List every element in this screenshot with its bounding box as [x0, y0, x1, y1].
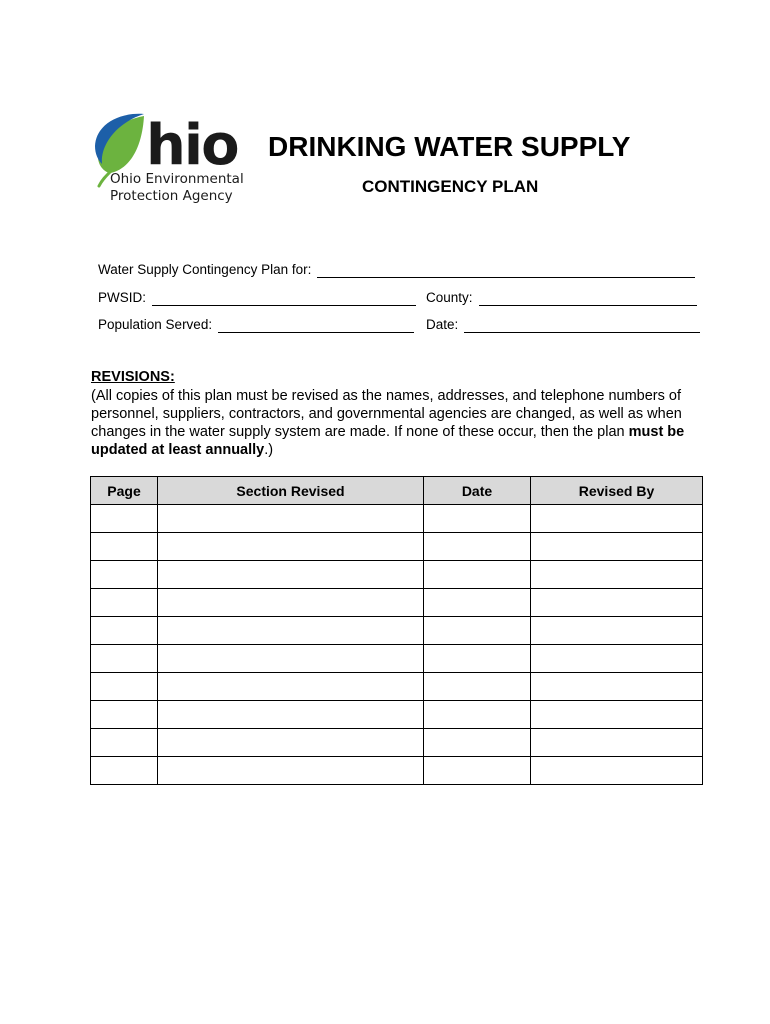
- section-revised-cell[interactable]: [158, 645, 424, 673]
- table-row: [91, 533, 703, 561]
- section-revised-cell[interactable]: [158, 505, 424, 533]
- logo-agency-name: [110, 171, 260, 205]
- revisions-heading-text: REVISIONS: [91, 369, 170, 385]
- date-label: Date:: [426, 317, 459, 332]
- date-cell[interactable]: [424, 617, 531, 645]
- date-cell[interactable]: [424, 729, 531, 757]
- revisions-heading: [91, 369, 175, 386]
- revised-by-cell[interactable]: [531, 729, 703, 757]
- pwsid-field: [98, 290, 416, 306]
- county-blank[interactable]: [479, 291, 697, 306]
- table-row: [91, 701, 703, 729]
- plan-for-label: Water Supply Contingency Plan for:: [98, 262, 312, 277]
- ohio-epa-logo: [92, 110, 252, 210]
- revised-by-cell[interactable]: [531, 533, 703, 561]
- revised-by-cell[interactable]: [531, 701, 703, 729]
- table-row: [91, 757, 703, 785]
- revisions-heading-colon: :: [169, 369, 175, 385]
- page-cell[interactable]: [91, 757, 158, 785]
- pwsid-label: PWSID:: [98, 290, 147, 305]
- revised-by-cell[interactable]: [531, 673, 703, 701]
- date-cell[interactable]: [424, 589, 531, 617]
- page-cell[interactable]: [91, 617, 158, 645]
- population-blank[interactable]: [218, 318, 414, 333]
- page-cell[interactable]: [91, 533, 158, 561]
- revised-by-cell[interactable]: [531, 561, 703, 589]
- document-title: DRINKING WATER SUPPLY: [268, 131, 631, 162]
- revised-by-cell[interactable]: [531, 589, 703, 617]
- table-row: [91, 561, 703, 589]
- section-revised-cell[interactable]: [158, 561, 424, 589]
- section-revised-cell[interactable]: [158, 729, 424, 757]
- population-label: Population Served:: [98, 317, 213, 332]
- logo-agency-line1: Ohio Environmental: [110, 171, 244, 187]
- plan-for-field: [98, 262, 695, 278]
- table-row: [91, 645, 703, 673]
- section-revised-cell[interactable]: [158, 673, 424, 701]
- date-cell[interactable]: [424, 505, 531, 533]
- revisions-table: [90, 476, 703, 785]
- column-header-date: Date: [424, 477, 531, 505]
- date-field: [426, 317, 700, 333]
- pwsid-blank[interactable]: [152, 291, 416, 306]
- table-row: [91, 617, 703, 645]
- page-cell[interactable]: [91, 673, 158, 701]
- column-header-revised-by: Revised By: [531, 477, 703, 505]
- table-row: [91, 673, 703, 701]
- date-cell[interactable]: [424, 757, 531, 785]
- revisions-instructions: [91, 387, 691, 459]
- table-row: [91, 589, 703, 617]
- date-cell[interactable]: [424, 673, 531, 701]
- page-cell[interactable]: [91, 589, 158, 617]
- revised-by-cell[interactable]: [531, 505, 703, 533]
- county-label: County:: [426, 290, 473, 305]
- population-field: [98, 317, 414, 333]
- section-revised-cell[interactable]: [158, 757, 424, 785]
- page-cell[interactable]: [91, 505, 158, 533]
- revisions-text-part1: (All copies of this plan must be revised as the names, addresses, and telephone numbers of personnel, suppliers, contractors, and governmental agencies are changed, as well as when changes in the water supply system are made. If none of these occur, then the plan: [91, 388, 682, 440]
- logo-wordmark: hio: [146, 113, 238, 178]
- revised-by-cell[interactable]: [531, 757, 703, 785]
- column-header-page: Page: [91, 477, 158, 505]
- revised-by-cell[interactable]: [531, 645, 703, 673]
- date-cell[interactable]: [424, 645, 531, 673]
- section-revised-cell[interactable]: [158, 701, 424, 729]
- revisions-text-bold: must be updated at least annually: [91, 424, 685, 458]
- section-revised-cell[interactable]: [158, 589, 424, 617]
- date-blank[interactable]: [464, 318, 700, 333]
- section-revised-cell[interactable]: [158, 533, 424, 561]
- page-cell[interactable]: [91, 561, 158, 589]
- logo-agency-line2: Protection Agency: [110, 188, 233, 204]
- column-header-section-revised: Section Revised: [158, 477, 424, 505]
- county-field: [426, 290, 697, 306]
- table-header-row: [91, 477, 703, 505]
- date-cell[interactable]: [424, 533, 531, 561]
- page-cell[interactable]: [91, 645, 158, 673]
- section-revised-cell[interactable]: [158, 617, 424, 645]
- date-cell[interactable]: [424, 701, 531, 729]
- plan-for-blank[interactable]: [317, 263, 695, 278]
- document-subtitle: CONTINGENCY PLAN: [362, 177, 539, 196]
- revisions-text-part2: .): [264, 442, 274, 458]
- date-cell[interactable]: [424, 561, 531, 589]
- page-cell[interactable]: [91, 701, 158, 729]
- table-row: [91, 505, 703, 533]
- page-cell[interactable]: [91, 729, 158, 757]
- revised-by-cell[interactable]: [531, 617, 703, 645]
- table-row: [91, 729, 703, 757]
